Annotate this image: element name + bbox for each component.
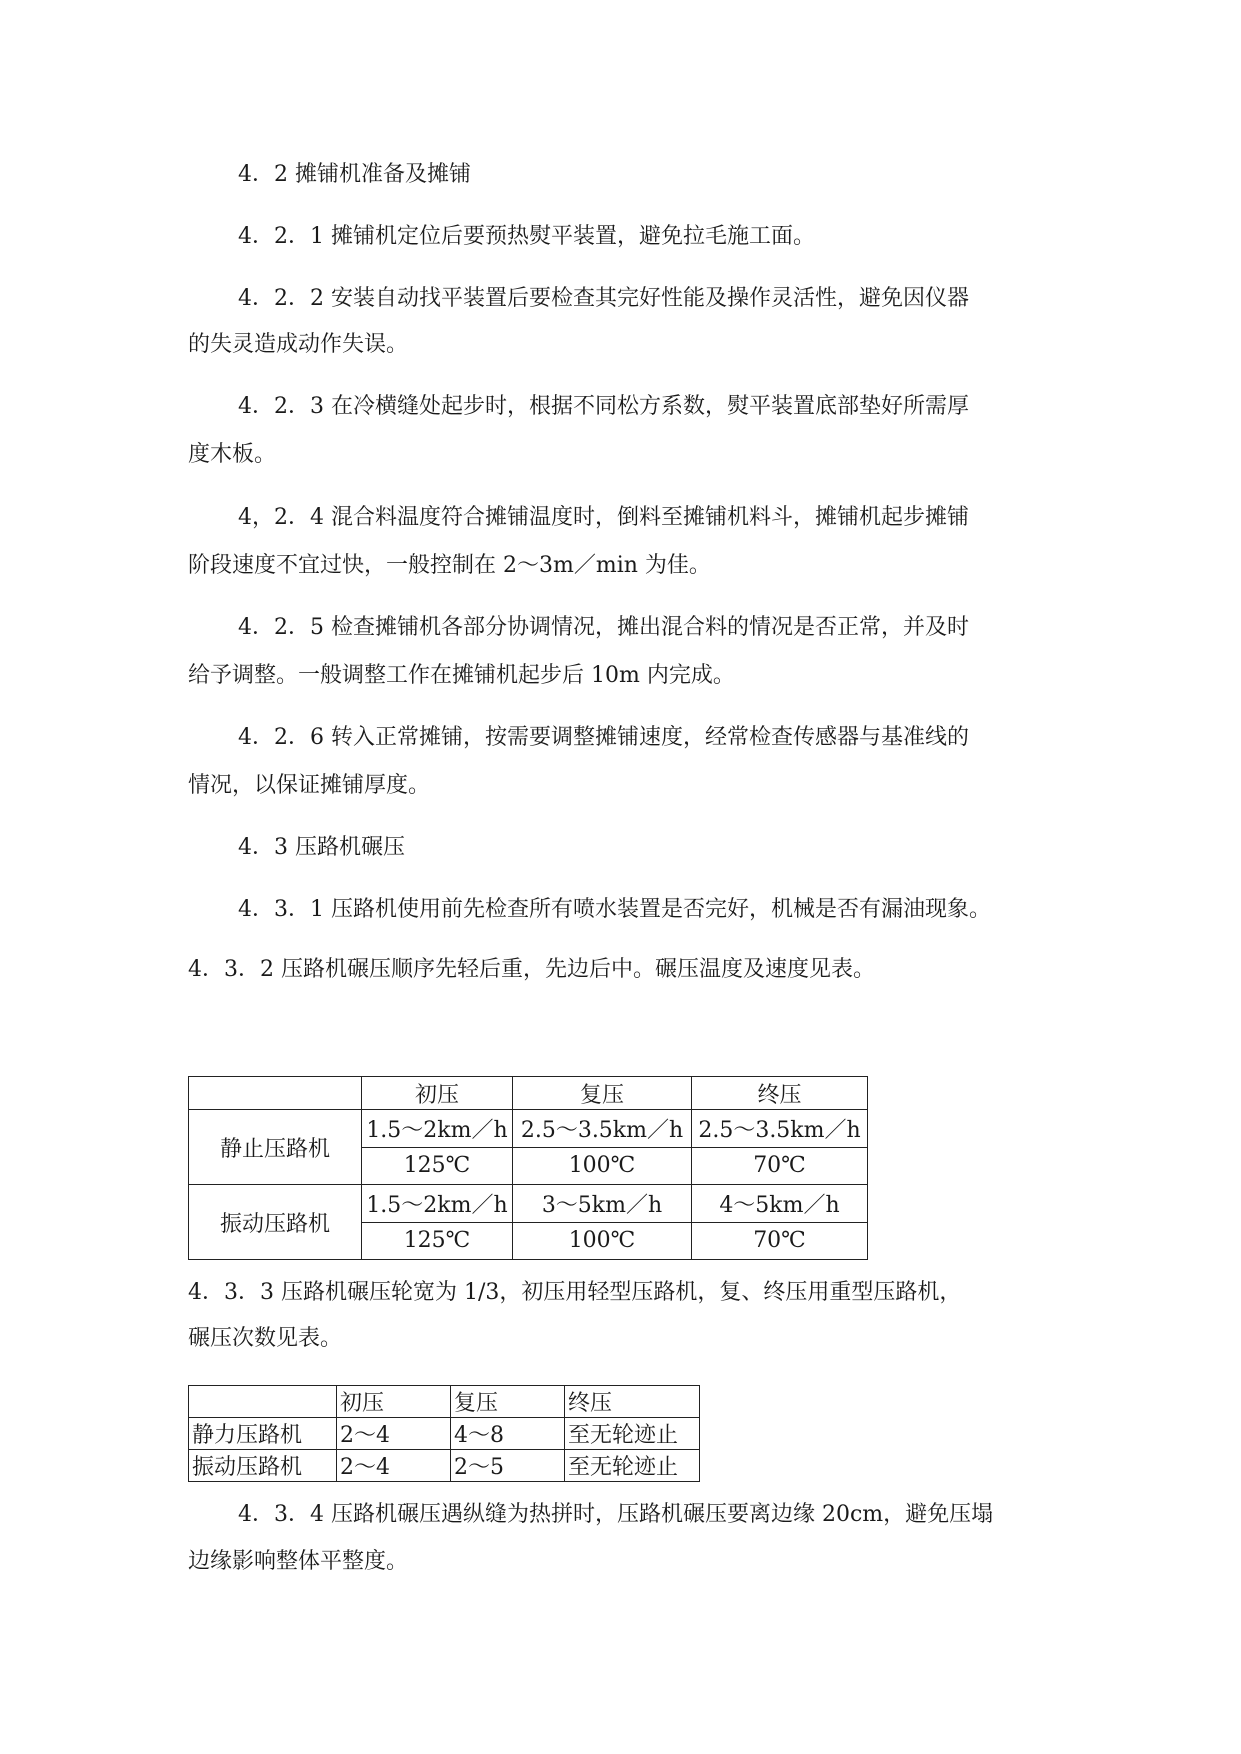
table-row: [189, 1418, 700, 1450]
table-header-cell: 复压: [513, 1077, 692, 1110]
paragraph-4-2-6-line2: 情况，以保证摊铺厚度。: [188, 773, 431, 798]
table-cell: 2.5～3.5km／h: [513, 1110, 692, 1148]
row-label-cell: 静力压路机: [189, 1418, 337, 1450]
table-cell: 至无轮迹止: [565, 1450, 700, 1482]
table-header-cell: [189, 1077, 362, 1110]
table-header-row: [189, 1386, 700, 1418]
paragraph-4-2-4-line1: 4，2．4 混合料温度符合摊铺温度时，倒料至摊铺机料斗，摊铺机起步摊铺: [238, 505, 969, 530]
table-cell: 70℃: [692, 1222, 868, 1260]
table-cell: 125℃: [362, 1222, 513, 1260]
table-row: [189, 1110, 868, 1148]
table-header-row: [189, 1077, 868, 1110]
table-cell: 2～5: [451, 1450, 565, 1482]
table-cell: 70℃: [692, 1147, 868, 1185]
table-cell: 1.5～2km／h: [362, 1185, 513, 1223]
paragraph-4-2-6-line1: 4．2．6 转入正常摊铺，按需要调整摊铺速度，经常检查传感器与基准线的: [238, 725, 969, 750]
paragraph-4-2-4-line2: 阶段速度不宜过快，一般控制在 2～3m／min 为佳。: [188, 553, 711, 578]
table-header-cell: [189, 1386, 337, 1418]
table-header-cell: 终压: [692, 1077, 868, 1110]
paragraph-4-2-2-line2: 的失灵造成动作失误。: [188, 332, 409, 357]
row-label-cell: 振动压路机: [189, 1185, 362, 1260]
table-cell: 至无轮迹止: [565, 1418, 700, 1450]
paragraph-4-2-2-line1: 4．2．2 安装自动找平装置后要检查其完好性能及操作灵活性，避免因仪器: [238, 286, 969, 311]
paragraph-4-3-3-line2: 碾压次数见表。: [188, 1326, 343, 1351]
table-cell: 4～8: [451, 1418, 565, 1450]
table-cell: 2.5～3.5km／h: [692, 1110, 868, 1148]
table-cell: 4～5km／h: [692, 1185, 868, 1223]
table-cell: 125℃: [362, 1147, 513, 1185]
compaction-passes-table: [188, 1385, 700, 1482]
row-label-cell: 静止压路机: [189, 1110, 362, 1185]
table-header-cell: 初压: [337, 1386, 451, 1418]
paragraph-4-3-4-line1: 4．3．4 压路机碾压遇纵缝为热拼时，压路机碾压要离边缘 20cm，避免压塌: [238, 1502, 994, 1527]
table-cell: 1.5～2km／h: [362, 1110, 513, 1148]
paragraph-4-3-4-line2: 边缘影响整体平整度。: [188, 1549, 409, 1574]
paragraph-4-2-3-line2: 度木板。: [188, 442, 277, 467]
table-cell: 2～4: [337, 1450, 451, 1482]
table-row: [189, 1450, 700, 1482]
paragraph-4-3-1: 4．3．1 压路机使用前先检查所有喷水装置是否完好，机械是否有漏油现象。: [238, 897, 991, 922]
paragraph-4-3-2: 4．3．2 压路机碾压顺序先轻后重，先边后中。碾压温度及速度见表。: [188, 957, 875, 982]
table-cell: 100℃: [513, 1222, 692, 1260]
paragraph-4-2-3-line1: 4．2．3 在冷横缝处起步时，根据不同松方系数，熨平装置底部垫好所需厚: [238, 394, 969, 419]
table-header-cell: 终压: [565, 1386, 700, 1418]
table-cell: 100℃: [513, 1147, 692, 1185]
compaction-temperature-speed-table: [188, 1076, 868, 1260]
paragraph-4-2-1: 4．2．1 摊铺机定位后要预热熨平装置，避免拉毛施工面。: [238, 224, 815, 249]
paragraph-4-2-5-line2: 给予调整。一般调整工作在摊铺机起步后 10m 内完成。: [188, 663, 735, 688]
section-heading-4-3: 4．3 压路机碾压: [238, 835, 405, 860]
table-header-cell: 复压: [451, 1386, 565, 1418]
table-cell: 3～5km／h: [513, 1185, 692, 1223]
section-heading-4-2: 4．2 摊铺机准备及摊铺: [238, 162, 471, 187]
row-label-cell: 振动压路机: [189, 1450, 337, 1482]
paragraph-4-3-3-line1: 4．3．3 压路机碾压轮宽为 1/3，初压用轻型压路机，复、终压用重型压路机，: [188, 1280, 962, 1305]
table-cell: 2～4: [337, 1418, 451, 1450]
table-row: [189, 1185, 868, 1223]
paragraph-4-2-5-line1: 4．2．5 检查摊铺机各部分协调情况，摊出混合料的情况是否正常，并及时: [238, 615, 969, 640]
table-header-cell: 初压: [362, 1077, 513, 1110]
